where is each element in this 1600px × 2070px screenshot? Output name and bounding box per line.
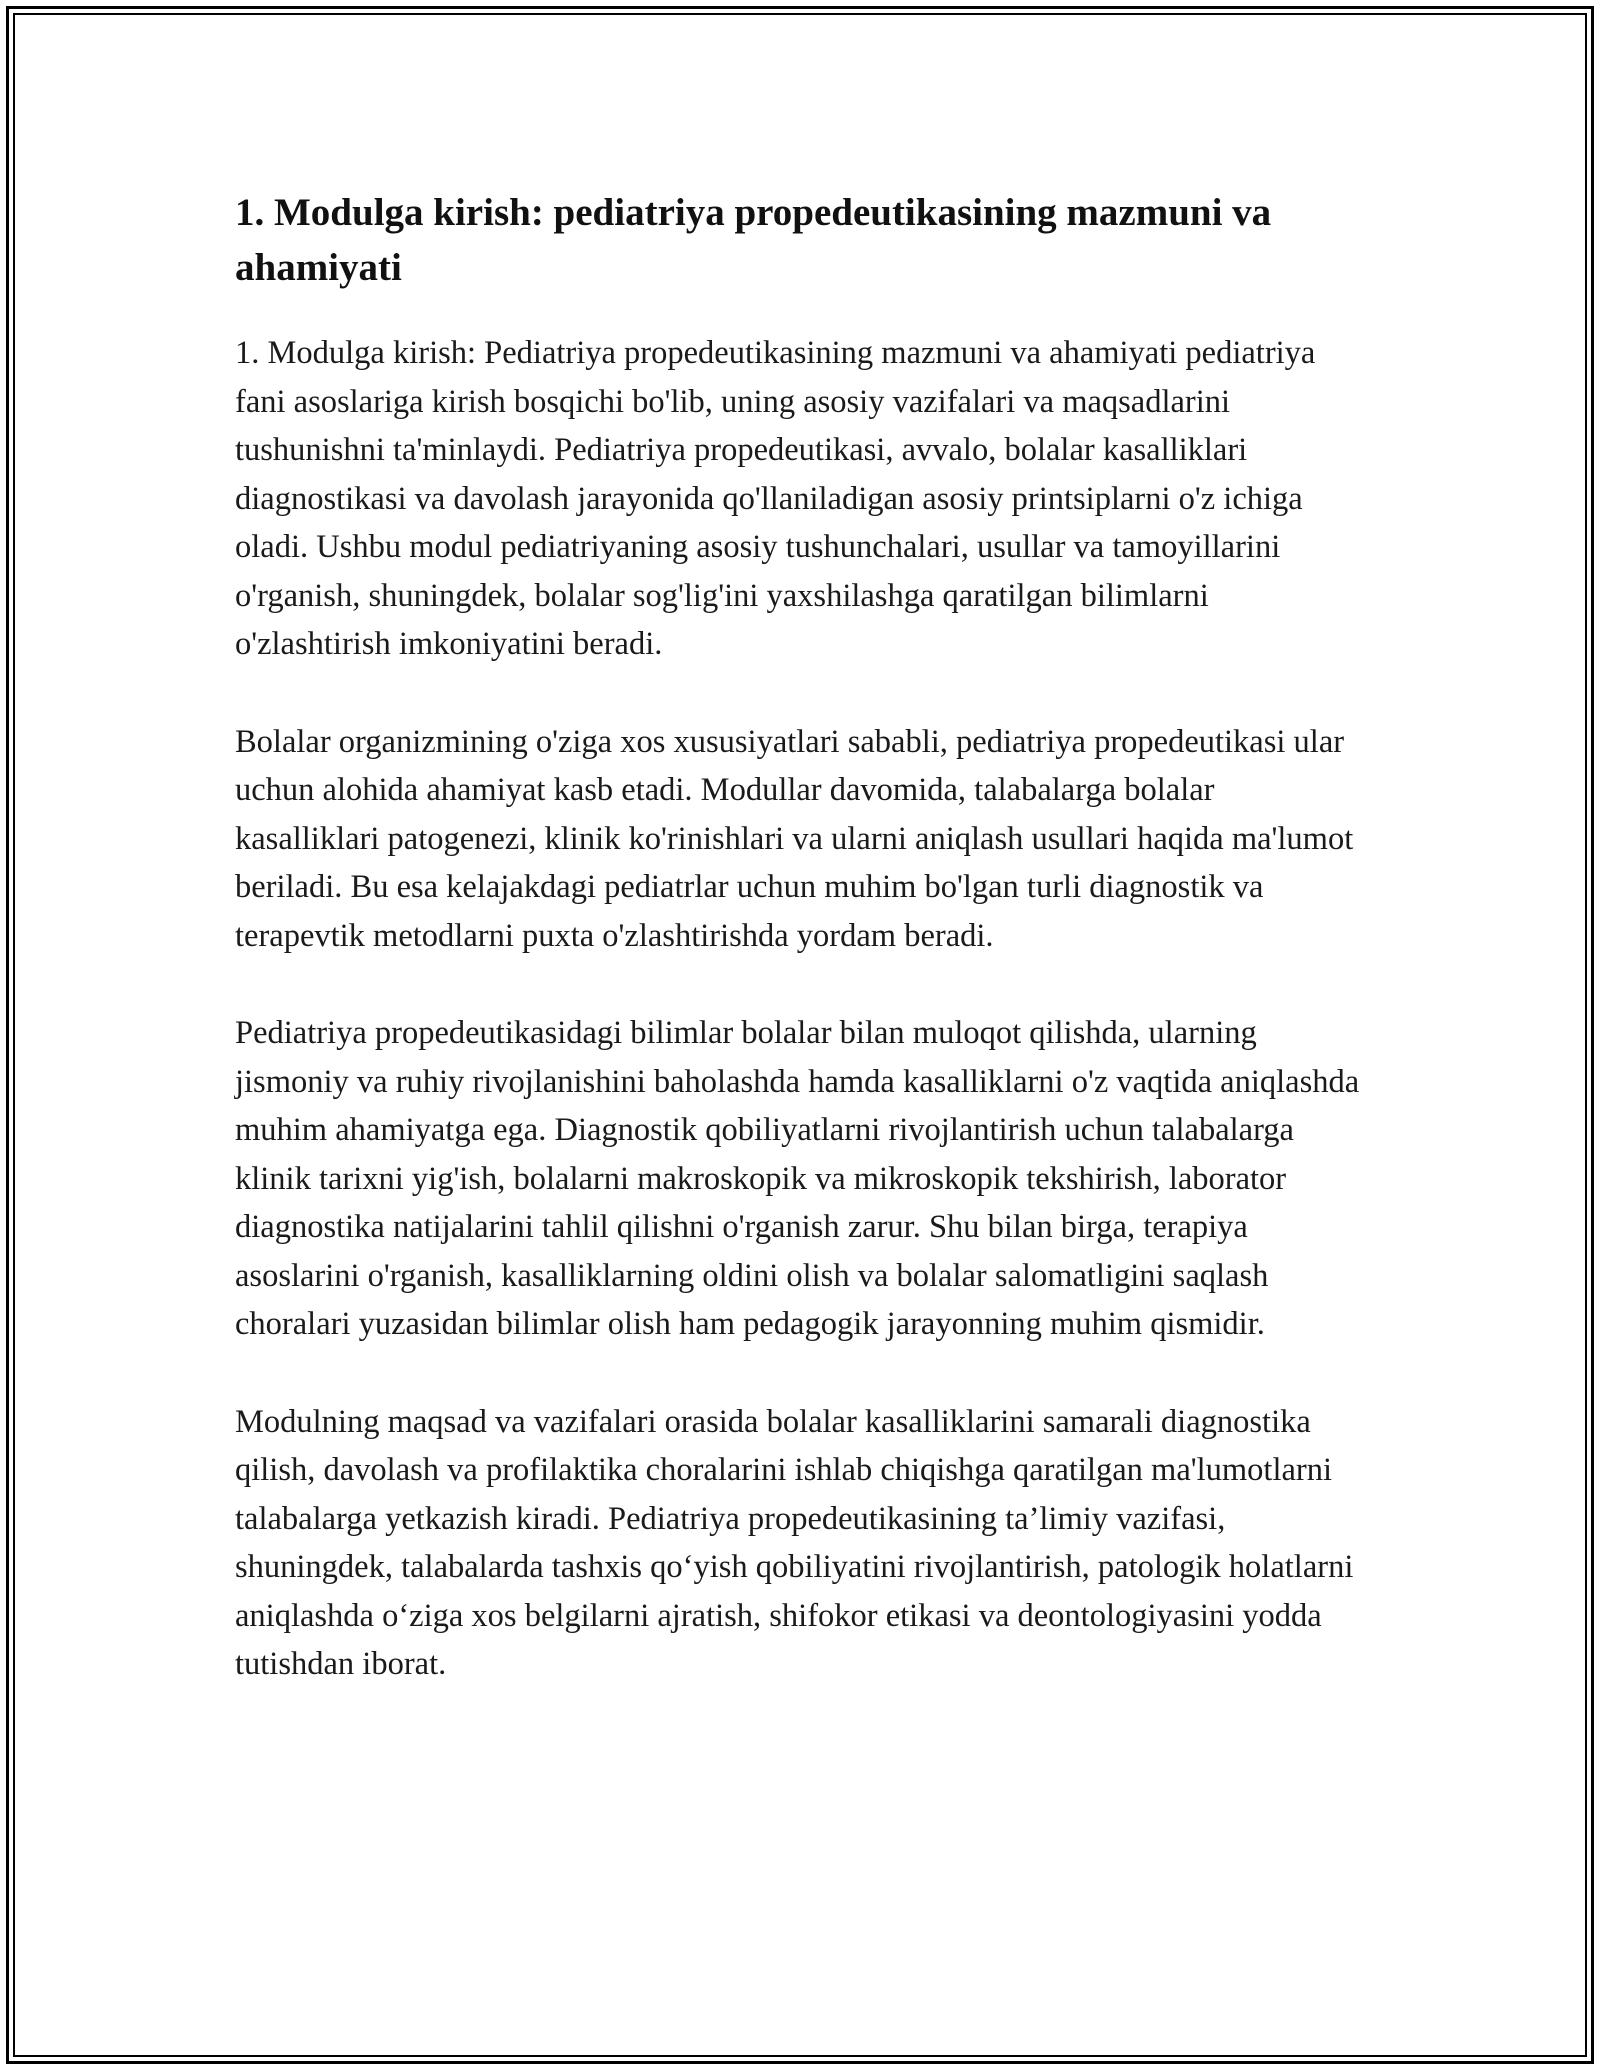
paragraph-1: 1. Modulga kirish: Pediatriya propedeutikasining mazmuni va ahamiyati pediatriya fani asoslariga kirish bosqichi bo'lib, uning asosiy vazifalari va maqsadlarini tushunishni ta'minlaydi. Pediatriya propedeutikasi, avvalo, bolalar kasalliklari diagnostikasi va davolash jarayonida qo'llaniladigan asosiy printsiplarni o'z ichiga oladi. Ushbu modul pediatriyaning asosiy tushunchalari, usullar va tamoyillarini o'rganish, shuningdek, bolalar sog'lig'ini yaxshilashga qaratilgan bilimlarni o'zlashtirish imkoniyatini beradi. [235, 335, 1316, 662]
document-title: 1. Modulga kirish: pediatriya propedeutikasining mazmuni va ahamiyati [235, 191, 1272, 289]
paragraph-2: Bolalar organizmining o'ziga xos xususiyatlari sababli, pediatriya propedeutikasi ular uchun alohida ahamiyat kasb etadi. Modullar davomida, talabalarga bolalar kasalliklari patogenezi, klinik ko'rinishlari va ularni aniqlash usullari haqida ma'lumot beriladi. Bu esa kelajakdagi pediatrlar uchun muhim bo'lgan turli diagnostik va terapevtik metodlarni puxta o'zlashtirishda yordam beradi. [235, 723, 1354, 954]
document-body [235, 185, 1365, 1738]
paragraph-3: Pediatriya propedeutikasidagi bilimlar bolalar bilan muloqot qilishda, ularning jismoniy va ruhiy rivojlanishini baholashda hamda kasalliklarni o'z vaqtida aniqlashda muhim ahamiyatga ega. Diagnostik qobiliyatlarni rivojlantirish uchun talabalarga klinik tarixni yig'ish, bolalarni makroskopik va mikroskopik tekshirish, laborator diagnostika natijalarini tahlil qilishni o'rganish zarur. Shu bilan birga, terapiya asoslarini o'rganish, kasalliklarning oldini olish va bolalar salomatligini saqlash choralari yuzasidan bilimlar olish ham pedagogik jarayonning muhim qismidir. [235, 1015, 1360, 1342]
paragraph-4: Modulning maqsad va vazifalari orasida bolalar kasalliklarini samarali diagnostika qilish, davolash va profilaktika choralarini ishlab chiqishga qaratilgan ma'lumotlarni talabalarga yetkazish kiradi. Pediatriya propedeutikasining ta’limiy vazifasi, shuningdek, talabalarda tashxis qo‘yish qobiliyatini rivojlantirish, patologik holatlarni aniqlashda o‘ziga xos belgilarni ajratish, shifokor etikasi va deontologiyasini yodda tutishdan iborat. [235, 1403, 1354, 1682]
